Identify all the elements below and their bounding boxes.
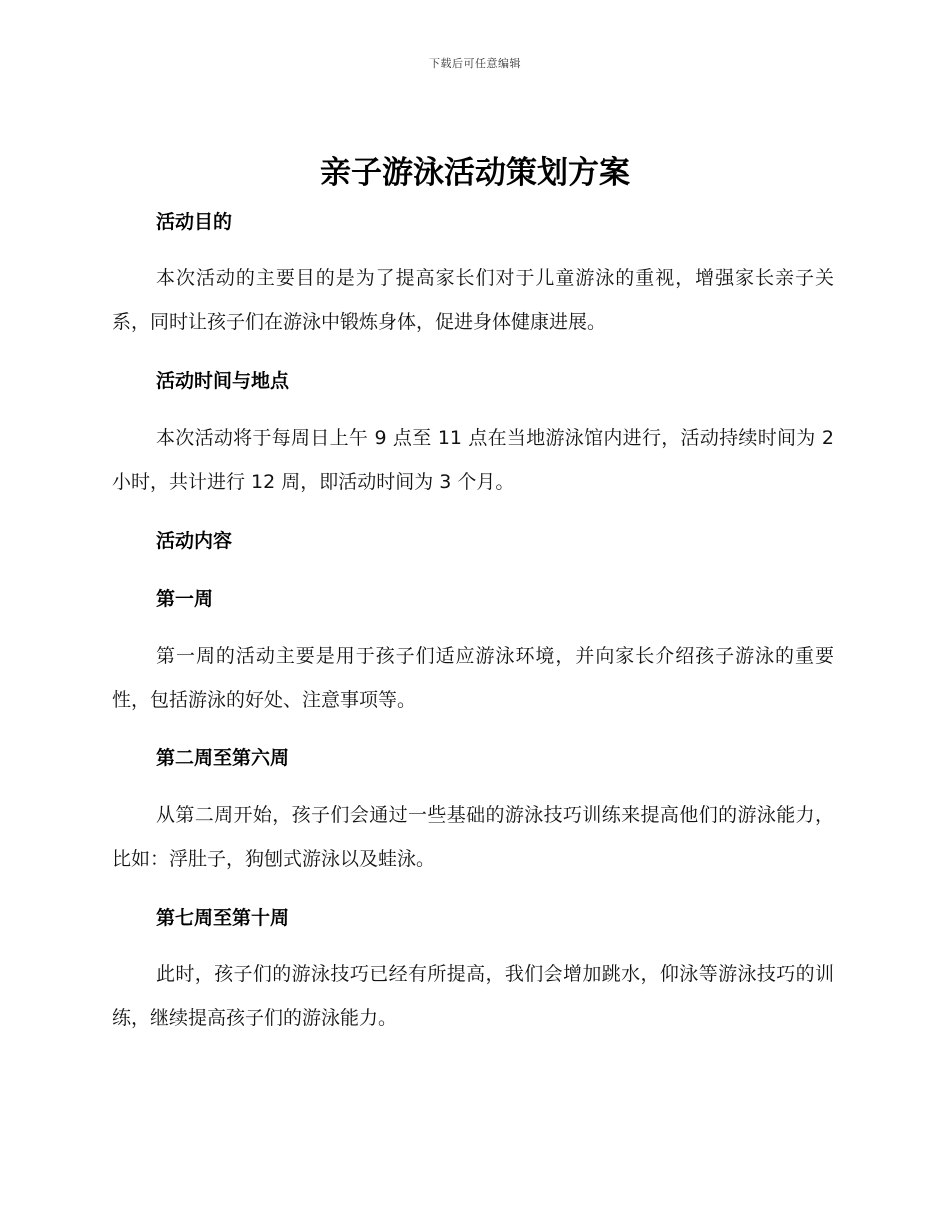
header-note: 下载后可任意编辑 <box>429 57 521 70</box>
section-heading-week-2-6: 第二周至第六周 <box>156 747 290 769</box>
section-body-week-7-10: 此时，孩子们的游泳技巧已经有所提高，我们会增加跳水，仰泳等游泳技巧的训练，继续提高孩子们的游泳能力。 <box>112 963 834 1029</box>
section-heading-time-location: 活动时间与地点 <box>156 370 290 392</box>
section-body-time-location: 本次活动将于每周日上午 9 点至 11 点在当地游泳馆内进行，活动持续时间为 2 小时，共计进行 12 周，即活动时间为 3 个月。 <box>112 427 834 493</box>
section-body-week-1: 第一周的活动主要是用于孩子们适应游泳环境，并向家长介绍孩子游泳的重要性，包括游泳的好处、注意事项等。 <box>112 645 834 711</box>
section-body-purpose: 本次活动的主要目的是为了提高家长们对于儿童游泳的重视，增强家长亲子关系，同时让孩子们在游泳中锻炼身体，促进身体健康进展。 <box>112 267 834 333</box>
section-body-week-2-6: 从第二周开始，孩子们会通过一些基础的游泳技巧训练来提高他们的游泳能力，比如：浮肚子，狗刨式游泳以及蛙泳。 <box>112 804 834 870</box>
section-heading-content: 活动内容 <box>156 530 233 552</box>
section-heading-purpose: 活动目的 <box>156 211 233 233</box>
section-heading-week-7-10: 第七周至第十周 <box>156 907 290 929</box>
document-title: 亲子游泳活动策划方案 <box>320 155 630 191</box>
section-heading-week-1: 第一周 <box>156 588 214 610</box>
